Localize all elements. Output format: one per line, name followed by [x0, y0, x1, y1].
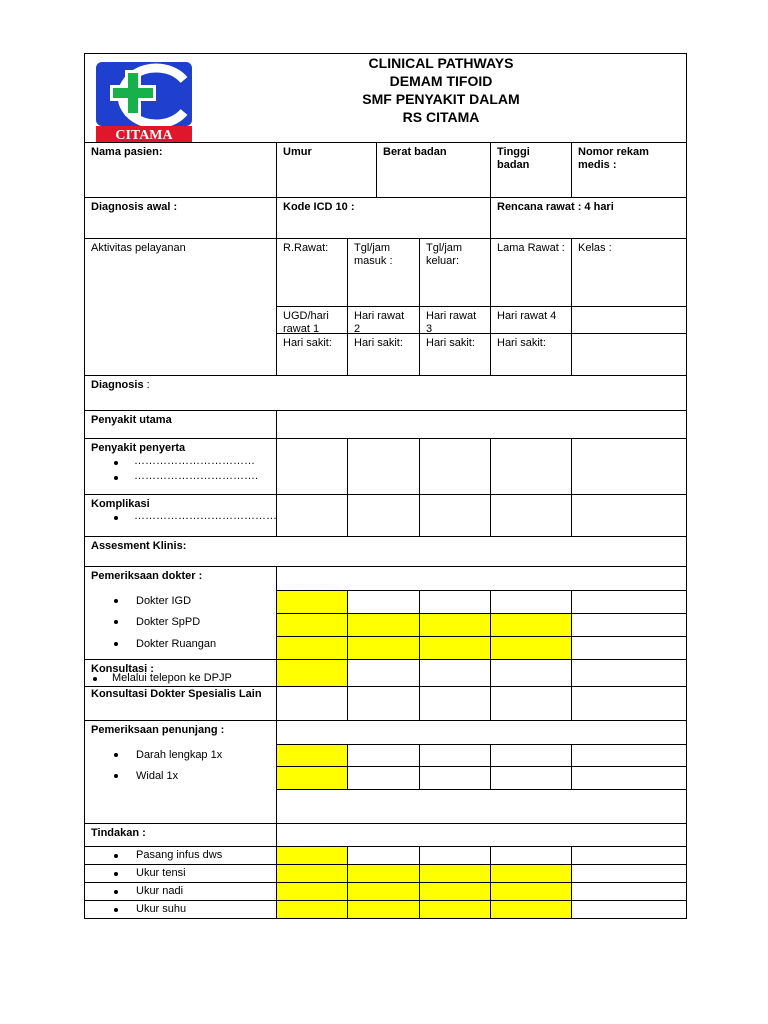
title-line-1: CLINICAL PATHWAYS: [368, 55, 514, 71]
komplikasi-d5[interactable]: [571, 494, 687, 537]
infus-d5[interactable]: [571, 846, 687, 865]
bullet-icon: [114, 854, 118, 858]
komplikasi-d3[interactable]: [419, 494, 491, 537]
penyerta-d3[interactable]: [419, 438, 491, 495]
darah-d2[interactable]: [347, 744, 420, 767]
dokter-ruangan-d2[interactable]: [347, 636, 420, 660]
tgl-masuk-cell[interactable]: Tgl/jam masuk :: [347, 238, 420, 307]
aktivitas-pelayanan-cell: Aktivitas pelayanan: [84, 238, 277, 376]
pemeriksaan-dokter-label: Pemeriksaan dokter :: [84, 566, 277, 660]
dokter-ruangan-d1[interactable]: [276, 636, 348, 660]
komplikasi-d1[interactable]: [276, 494, 348, 537]
widal-d4[interactable]: [490, 766, 572, 790]
infus-d3[interactable]: [419, 846, 491, 865]
darah-d1[interactable]: [276, 744, 348, 767]
logo-text: CITAMA: [115, 128, 173, 142]
widal-d3[interactable]: [419, 766, 491, 790]
dokter-sppd-d1[interactable]: [276, 613, 348, 637]
citama-logo: [96, 62, 192, 142]
penyakit-utama-label: Penyakit utama: [84, 410, 277, 439]
tinggi-badan-cell[interactable]: Tinggi badan: [490, 142, 572, 198]
nadi-d2[interactable]: [347, 882, 420, 901]
nadi-d5[interactable]: [571, 882, 687, 901]
dokter-sppd-d5[interactable]: [571, 613, 687, 637]
tensi-d3[interactable]: [419, 864, 491, 883]
bullet-icon: [114, 461, 118, 465]
suhu-d2[interactable]: [347, 900, 420, 919]
tindakan-blank[interactable]: [276, 823, 687, 847]
bullet-icon: [114, 908, 118, 912]
penyerta-item-1: ……………………………: [134, 455, 255, 467]
tensi-d5[interactable]: [571, 864, 687, 883]
dokter-igd-d2[interactable]: [347, 590, 420, 614]
penyerta-d2[interactable]: [347, 438, 420, 495]
tensi-d2[interactable]: [347, 864, 420, 883]
konsultasi-lain-d2[interactable]: [347, 686, 420, 721]
title-line-2: DEMAM TIFOID: [389, 73, 493, 89]
bullet-icon: [114, 774, 118, 778]
form-title: [280, 54, 602, 126]
penyerta-d1[interactable]: [276, 438, 348, 495]
widal-d5[interactable]: [571, 766, 687, 790]
title-line-4: RS CITAMA: [402, 109, 480, 125]
dokter-item-igd: Dokter IGD: [136, 595, 192, 607]
penyerta-item-2: …………………………….: [134, 470, 259, 482]
suhu-d1[interactable]: [276, 900, 348, 919]
kode-icd-cell[interactable]: Kode ICD 10 :: [276, 197, 491, 239]
dokter-ruangan-d3[interactable]: [419, 636, 491, 660]
bullet-icon: [93, 677, 97, 681]
penunjang-label: Pemeriksaan penunjang :: [84, 720, 277, 824]
komplikasi-label: Komplikasi: [84, 494, 277, 537]
konsultasi-item-1: Melalui telepon ke DPJP: [112, 672, 232, 684]
suhu-d3[interactable]: [419, 900, 491, 919]
hari-sakit-4[interactable]: Hari sakit:: [490, 333, 572, 376]
nadi-d3[interactable]: [419, 882, 491, 901]
dokter-ruangan-d4[interactable]: [490, 636, 572, 660]
widal-d2[interactable]: [347, 766, 420, 790]
lama-rawat-cell[interactable]: Lama Rawat :: [490, 238, 572, 307]
penyakit-penyerta-label: Penyakit penyerta: [84, 438, 277, 495]
diagnosis-section-header: Diagnosis :: [84, 375, 687, 411]
dokter-igd-d3[interactable]: [419, 590, 491, 614]
penunjang-item-darah: Darah lengkap 1x: [136, 749, 223, 761]
komplikasi-d2[interactable]: [347, 494, 420, 537]
penunjang-item-widal: Widal 1x: [136, 770, 179, 782]
penyerta-d4[interactable]: [490, 438, 572, 495]
bullet-icon: [114, 516, 118, 520]
nomor-rekam-cell[interactable]: Nomor rekam medis :: [571, 142, 687, 198]
nadi-d1[interactable]: [276, 882, 348, 901]
penyakit-utama-field[interactable]: [276, 410, 687, 439]
bullet-icon: [114, 476, 118, 480]
darah-d3[interactable]: [419, 744, 491, 767]
berat-badan-cell[interactable]: Berat badan: [376, 142, 491, 198]
konsultasi-lain-d3[interactable]: [419, 686, 491, 721]
konsultasi-d3[interactable]: [419, 659, 491, 687]
dokter-item-sppd: Dokter SpPD: [136, 616, 201, 628]
umur-cell[interactable]: Umur: [276, 142, 377, 198]
penyerta-d5[interactable]: [571, 438, 687, 495]
darah-d4[interactable]: [490, 744, 572, 767]
pemeriksaan-dokter-blank[interactable]: [276, 566, 687, 591]
nama-pasien-cell[interactable]: Nama pasien:: [84, 142, 277, 198]
konsultasi-d2[interactable]: [347, 659, 420, 687]
nadi-d4[interactable]: [490, 882, 572, 901]
infus-d1[interactable]: [276, 846, 348, 865]
tensi-d4[interactable]: [490, 864, 572, 883]
penunjang-extra[interactable]: [276, 789, 687, 824]
diagnosis-awal-cell[interactable]: Diagnosis awal :: [84, 197, 277, 239]
bullet-icon: [114, 642, 118, 646]
tensi-d1[interactable]: [276, 864, 348, 883]
ruang-rawat-cell[interactable]: R.Rawat:: [276, 238, 348, 307]
bullet-icon: [114, 872, 118, 876]
dokter-sppd-d4[interactable]: [490, 613, 572, 637]
day-4-header: Hari rawat 4: [490, 306, 572, 334]
konsultasi-d1[interactable]: [276, 659, 348, 687]
penunjang-blank[interactable]: [276, 720, 687, 745]
day-blank-header: [571, 306, 687, 334]
dokter-ruangan-d5[interactable]: [571, 636, 687, 660]
tindakan-item-nadi: Ukur nadi: [136, 885, 184, 897]
tgl-keluar-cell[interactable]: Tgl/jam keluar:: [419, 238, 491, 307]
konsultasi-lain-label: Konsultasi Dokter Spesialis Lain: [84, 686, 277, 721]
widal-d1[interactable]: [276, 766, 348, 790]
dokter-sppd-d2[interactable]: [347, 613, 420, 637]
bullet-icon: [114, 753, 118, 757]
dokter-sppd-d3[interactable]: [419, 613, 491, 637]
konsultasi-d4[interactable]: [490, 659, 572, 687]
kelas-cell[interactable]: Kelas :: [571, 238, 687, 307]
darah-d5[interactable]: [571, 744, 687, 767]
hari-sakit-3[interactable]: Hari sakit:: [419, 333, 491, 376]
komplikasi-item-1: …………………………………: [134, 510, 277, 522]
day-2-header: Hari rawat 2: [347, 306, 420, 334]
bullet-icon: [114, 890, 118, 894]
suhu-d4[interactable]: [490, 900, 572, 919]
komplikasi-d4[interactable]: [490, 494, 572, 537]
infus-d2[interactable]: [347, 846, 420, 865]
konsultasi-lain-d1[interactable]: [276, 686, 348, 721]
assesment-klinis-header: Assesment Klinis:: [84, 536, 687, 567]
dokter-item-ruangan: Dokter Ruangan: [136, 638, 217, 650]
konsultasi-lain-d5[interactable]: [571, 686, 687, 721]
day-3-header: Hari rawat 3: [419, 306, 491, 334]
bullet-icon: [114, 620, 118, 624]
konsultasi-d5[interactable]: [571, 659, 687, 687]
title-line-3: SMF PENYAKIT DALAM: [362, 91, 520, 107]
tindakan-item-tensi: Ukur tensi: [136, 867, 186, 879]
rencana-rawat-cell[interactable]: Rencana rawat : 4 hari: [490, 197, 687, 239]
bullet-icon: [114, 599, 118, 603]
dokter-igd-d4[interactable]: [490, 590, 572, 614]
hari-sakit-2[interactable]: Hari sakit:: [347, 333, 420, 376]
dokter-igd-d5[interactable]: [571, 590, 687, 614]
hari-sakit-1[interactable]: Hari sakit:: [276, 333, 348, 376]
konsultasi-label: Konsultasi :: [84, 659, 277, 687]
dokter-igd-d1[interactable]: [276, 590, 348, 614]
tindakan-item-infus: Pasang infus dws: [136, 849, 223, 861]
konsultasi-lain-d4[interactable]: [490, 686, 572, 721]
tindakan-item-suhu: Ukur suhu: [136, 903, 187, 915]
day-1-header: UGD/hari rawat 1: [276, 306, 348, 334]
suhu-d5[interactable]: [571, 900, 687, 919]
hari-sakit-blank[interactable]: [571, 333, 687, 376]
infus-d4[interactable]: [490, 846, 572, 865]
tindakan-label: Tindakan :: [84, 823, 277, 847]
